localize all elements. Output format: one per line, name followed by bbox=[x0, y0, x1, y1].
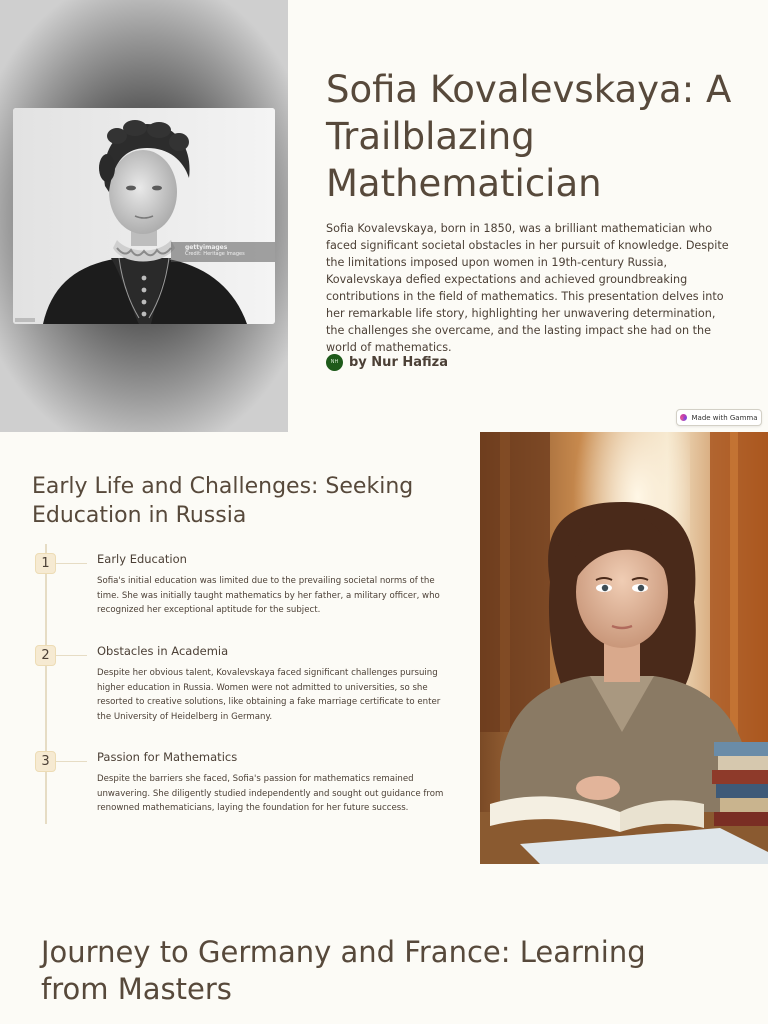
made-with-gamma-button[interactable] bbox=[676, 409, 762, 426]
step-connector bbox=[56, 655, 87, 656]
step-connector bbox=[56, 563, 87, 564]
section-title-early-life: Early Life and Challenges: Seeking Education in Russia bbox=[32, 474, 414, 528]
step-body: Despite the barriers she faced, Sofia's passion for mathematics remained unwavering. She diligently studied independently and sought out guidance from renowned mathematicians, laying the foundation for her future success. bbox=[97, 774, 444, 814]
image-watermark bbox=[171, 242, 275, 262]
step-body: Despite her obvious talent, Kovalevskaya faced significant challenges pursuing higher education in Russia. Women were not admitted to universities, so she resorted to creative solutions, like obtaining a fake marriage certificate to enter the University of Heidelberg in Germany. bbox=[97, 668, 441, 723]
author-byline bbox=[326, 352, 448, 372]
author-name: by Nur Hafiza bbox=[349, 354, 449, 370]
section-title-journey: Journey to Germany and France: Learning from Masters bbox=[41, 935, 646, 1006]
timeline-line bbox=[45, 544, 47, 824]
page-title: Sofia Kovalevskaya: A Trailblazing Mathematician bbox=[326, 68, 732, 205]
badge-label: Made with Gamma bbox=[691, 413, 758, 422]
step-connector bbox=[56, 761, 87, 762]
portrait-photo bbox=[13, 108, 275, 324]
student-photo bbox=[480, 432, 768, 864]
intro-paragraph: Sofia Kovalevskaya, born in 1850, was a brilliant mathematician who faced significant societal obstacles in her pursuit of knowledge. Despite the limitations imposed upon women in 19th-century Russia, Kovalevskaya defied expectations and achieved groundbreaking contributions in the field of mathematics. This presentation delves into her remarkable life story, highlighting her unwavering determination, the challenges she overcame, and the lasting impact she had on the world of mathematics. bbox=[326, 222, 729, 354]
step-number-badge: 1 bbox=[35, 553, 56, 574]
avatar: NH bbox=[326, 354, 343, 371]
step-number-badge: 3 bbox=[35, 751, 56, 772]
image-id-tag bbox=[15, 318, 35, 322]
hero-image-panel bbox=[0, 0, 288, 432]
step-title: Obstacles in Academia bbox=[97, 644, 229, 658]
step-number-badge: 2 bbox=[35, 645, 56, 666]
step-title: Early Education bbox=[97, 552, 187, 566]
step-title: Passion for Mathematics bbox=[97, 750, 238, 764]
watermark-credit: Credit: Heritage Images bbox=[185, 251, 245, 257]
gamma-logo-icon bbox=[680, 414, 687, 421]
step-body: Sofia's initial education was limited due to the prevailing societal norms of the time. She was initially taught mathematics by her father, a military officer, who recognized her exceptional aptitude for the subject. bbox=[97, 576, 440, 616]
watermark-brand: gettyimages bbox=[185, 244, 228, 251]
